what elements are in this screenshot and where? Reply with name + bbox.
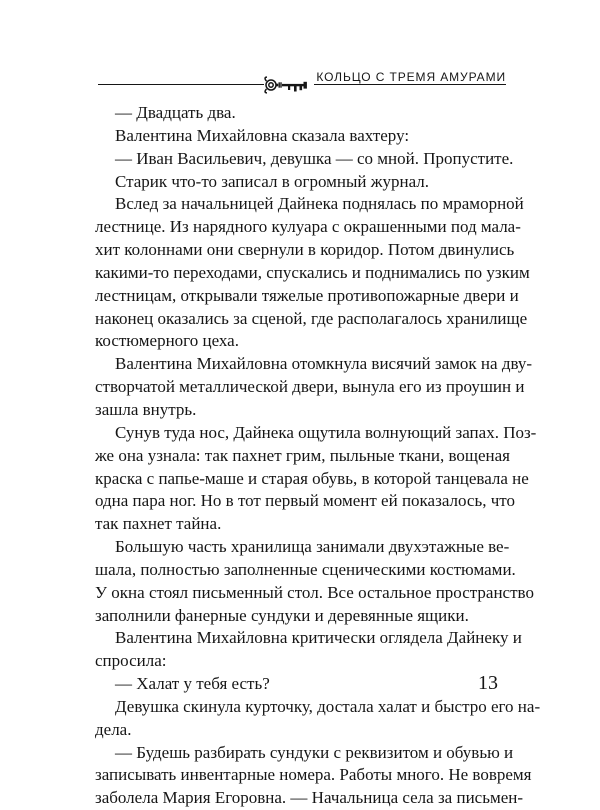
- running-header: [0, 60, 600, 100]
- text-line: лестницам, открывали тяжелые противопожарные двери и: [95, 285, 519, 305]
- text-line: — Халат у тебя есть?: [115, 674, 270, 694]
- text-line: записывать инвентарные номера. Работы много. Не вовремя: [95, 765, 532, 785]
- text-line: Старик что-то записал в огромный журнал.: [115, 171, 430, 191]
- running-title: КОЛЬЦО С ТРЕМЯ АМУРАМИ: [316, 70, 506, 84]
- text-line: наконец оказались за сценой, где располагалось хранилище: [95, 308, 528, 328]
- text-line: одна пара ног. Но в тот первый момент ей показалось, что: [95, 491, 515, 511]
- text-line: — Двадцать два.: [115, 103, 236, 122]
- text-line: Большую часть хранилища занимали двухэтажные ве-: [115, 537, 510, 557]
- text-line: заболела Мария Егоровна. — Начальница села за письмен-: [95, 788, 524, 808]
- text-line: — Иван Васильевич, девушка — со мной. Пропустите.: [115, 148, 514, 168]
- text-line: так пахнет тайна.: [95, 514, 222, 534]
- text-line: дела.: [95, 719, 132, 739]
- text-line: Сунув туда нос, Дайнека ощутила волнующий запах. Поз-: [115, 422, 537, 442]
- body-text: [95, 102, 541, 810]
- text-line: лестнице. Из нарядного кулуара с окрашенными под мала-: [95, 217, 521, 237]
- text-line: какими-то переходами, спускались и поднимались по узким: [95, 262, 530, 282]
- text-line: шала, полностью заполненные сценическими костюмами.: [95, 559, 516, 579]
- text-line: Валентина Михайловна критически оглядела Дайнеку и: [115, 628, 522, 648]
- text-line: Девушка скинула курточку, достала халат и быстро его на-: [115, 696, 541, 716]
- page-number: 13: [478, 672, 498, 694]
- text-line: зашла внутрь.: [95, 399, 197, 419]
- text-line: заполнили фанерные сундуки и деревянные ящики.: [95, 605, 469, 625]
- text-line: Валентина Михайловна отомкнула висячий замок на дву-: [115, 354, 533, 374]
- text-line: краска с папье-маше и старая обувь, в которой танцевала не: [95, 468, 529, 488]
- text-line: — Будешь разбирать сундуки с реквизитом и обувью и: [115, 742, 514, 762]
- text-line: У окна стоял письменный стол. Все остальное пространство: [95, 582, 534, 602]
- text-line: створчатой металлической двери, вынула его из проушин и: [95, 377, 525, 397]
- text-line: спросила:: [95, 651, 167, 671]
- text-line: Валентина Михайловна сказала вахтеру:: [115, 125, 410, 145]
- text-line: Вслед за начальницей Дайнека поднялась по мраморной: [115, 194, 524, 214]
- text-line: хит колоннами они свернули в коридор. Потом двинулись: [95, 240, 515, 260]
- key-icon: [264, 75, 314, 95]
- text-line: же она узнала: так пахнет грим, пыльные ткани, вощеная: [95, 445, 510, 465]
- text-line: костюмерного цеха.: [95, 331, 239, 351]
